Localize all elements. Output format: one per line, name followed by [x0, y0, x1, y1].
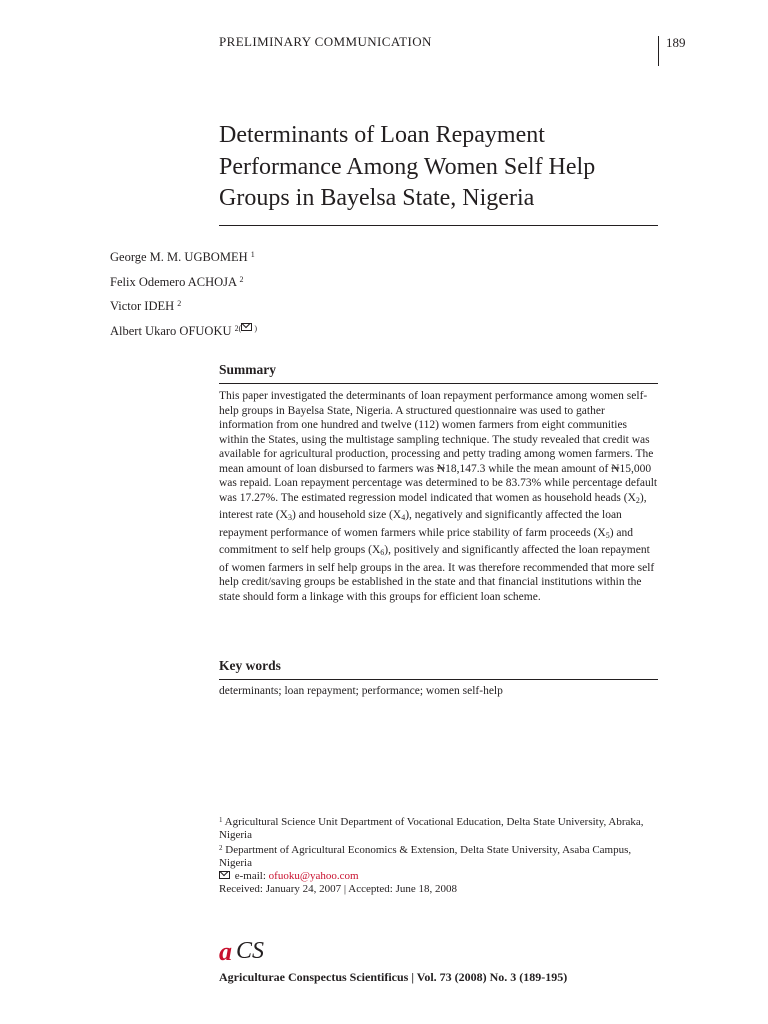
keywords-divider — [219, 679, 658, 680]
author: Victor IDEH $^2$ — [110, 299, 182, 313]
logo-text: CS — [236, 938, 265, 964]
envelope-icon — [241, 323, 252, 331]
summary-heading: Summary — [219, 362, 276, 377]
affiliation-mark: 2( ) — [234, 323, 257, 333]
journal-citation: Agriculturae Conspectus Scientificus | Vol. 73 (2008) No. 3 (189-195) — [219, 970, 568, 984]
journal-logo — [219, 938, 279, 966]
title-line: Performance Among Women Self Help — [219, 153, 596, 180]
email-line: e-mail: ofuoku@yahoo.com — [219, 870, 659, 883]
affiliation: $^1$ Agricultural Science Unit Department of Vocational Education, Delta State University, Abraka, Nigeria — [219, 816, 644, 841]
keywords-heading: Key words — [219, 658, 281, 673]
author: George M. M. UGBOMEH $^1$ — [110, 250, 255, 264]
summary-divider — [219, 383, 658, 384]
page-number: 189 — [666, 35, 686, 50]
paper-title — [219, 120, 659, 215]
affiliations — [219, 814, 659, 883]
affiliation-mark: 2 — [177, 299, 182, 308]
title-divider — [219, 225, 658, 226]
logo-accent: a — [219, 937, 232, 966]
author-list — [110, 244, 257, 342]
affiliation-mark: 2 — [239, 274, 244, 284]
email-link[interactable]: ofuoku@yahoo.com — [268, 870, 359, 882]
title-line: Groups in Bayelsa State, Nigeria — [219, 185, 535, 211]
received-accepted-dates: Received: January 24, 2007 | Accepted: June 18, 2008 — [219, 883, 458, 895]
summary-text: This paper investigated the determinants of loan repayment performance among women self-help groups in Bayelsa State, Nigeria. A structured questionnaire was used to gather information from one hundred and twelve (112) women farmers from eight communities within the States, using the multistage sampling technique. The study revealed that credit was available for agricultural production, processing and petty trading among women farmers. The mean amount of loan disbursed to farmers was ₦18,147.3 while the mean amount of ₦15,000 was repaid. Loan repayment percentage was determined to be 83.73% while percentage default was 17.27%. The estimated regression model indicated that women as household heads $(X_2)$, interest rate $(X_3)$ and household size $(X_4)$, negatively and significantly affected the loan repayment performance of women farmers while price stability of farm proceeds $(X_5)$ and commitment to self help groups $(X_6)$, positively and significantly affected the loan repayment of women farmers in self help groups in the area. It was therefore recommended that more self help credit/saving groups be established in the state and that financial institutions within the state should form a linkage with this groups for efficient loan scheme. — [219, 390, 658, 603]
affiliation-mark: 1 — [250, 250, 255, 259]
envelope-icon — [219, 871, 230, 879]
running-head: PRELIMINARY COMMUNICATION — [219, 34, 432, 49]
keywords-text: determinants; loan repayment; performance; women self-help — [219, 685, 503, 697]
title-line: Determinants of Loan Repayment — [219, 122, 545, 148]
header-divider — [658, 36, 659, 66]
author: Albert Ukaro OFUOKU $^{2( )}$ — [110, 323, 257, 338]
author: Felix Odemero ACHOJA $^2$ — [110, 274, 244, 289]
affiliation: $^2$ Department of Agricultural Economics & Extension, Delta State University, Asaba Campus, Nigeria — [219, 844, 632, 869]
